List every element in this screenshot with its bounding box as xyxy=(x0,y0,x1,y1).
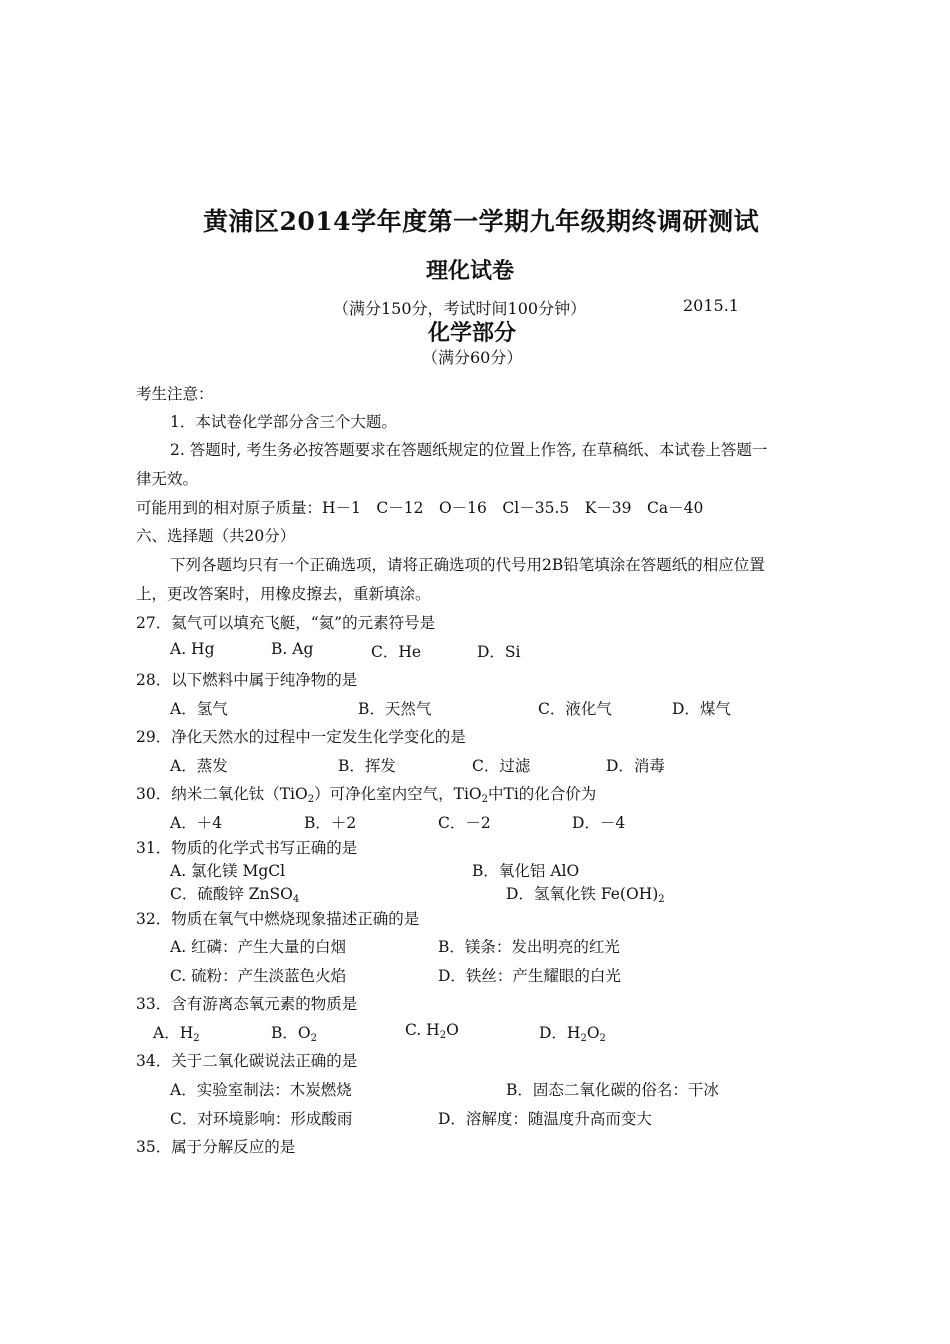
exam-date: 2015.1 xyxy=(683,296,739,315)
q32-stem: 32．物质在氧气中燃烧现象描述正确的是 xyxy=(136,910,420,928)
q32-option-b: B．镁条：发出明亮的红光 xyxy=(438,938,620,956)
q29-option-c: C．过滤 xyxy=(472,757,531,775)
part6-heading: 六、选择题（共20分） xyxy=(136,527,296,545)
notice-item-1: 1．本试卷化学部分含三个大题。 xyxy=(170,413,397,431)
q31-stem: 31．物质的化学式书写正确的是 xyxy=(136,839,358,857)
q28-option-a: A．氢气 xyxy=(170,700,228,718)
part6-instructions-line1: 下列各题均只有一个正确选项，请将正确选项的代号用2B铅笔填涂在答题纸的相应位置 xyxy=(170,556,765,574)
q29-option-d: D．消毒 xyxy=(606,757,665,775)
page-title: 黄浦区2014学年度第一学期九年级期终调研测试 xyxy=(203,207,760,236)
q31-option-a: A. 氯化镁 MgCl xyxy=(170,862,286,880)
q28-stem: 28．以下燃料中属于纯净物的是 xyxy=(136,671,358,689)
q34-option-a: A．实验室制法：木炭燃烧 xyxy=(170,1081,352,1099)
q32-option-d: D．铁丝：产生耀眼的白光 xyxy=(438,967,621,985)
q28-option-b: B．天然气 xyxy=(358,700,432,718)
q29-option-b: B．挥发 xyxy=(338,757,396,775)
q28-option-d: D．煤气 xyxy=(672,700,731,718)
atomic-mass-line: 可能用到的相对原子质量：H－1 C－12 O－16 Cl－35.5 K－39 Ca－40 xyxy=(136,499,704,517)
q30-option-a: A．＋4 xyxy=(170,814,223,832)
q28-option-c: C．液化气 xyxy=(538,700,612,718)
full-score-info: （满分150分，考试时间100分钟） xyxy=(333,299,587,318)
q30-stem: 30．纳米二氧化钛（TiO$_2$）可净化室内空气，TiO$_2$中Ti的化合价为 xyxy=(136,785,597,805)
q30-option-c: C．－2 xyxy=(438,814,491,832)
section-title: 化学部分 xyxy=(428,320,517,346)
q34-option-b: B．固态二氧化碳的俗名：干冰 xyxy=(506,1081,719,1099)
q27-option-b: B. Ag xyxy=(271,640,314,658)
q34-option-d: D．溶解度：随温度升高而变大 xyxy=(438,1110,652,1128)
notice-item-2-line1: 2. 答题时, 考生务必按答题要求在答题纸规定的位置上作答, 在草稿纸、本试卷上答题一 xyxy=(170,441,768,459)
page-subtitle: 理化试卷 xyxy=(426,258,515,284)
q27-option-c: C．He xyxy=(371,643,422,661)
q32-option-a: A. 红磷：产生大量的白烟 xyxy=(170,938,347,956)
q31-option-b: B．氧化铝 AlO xyxy=(472,862,580,880)
q33-option-c: C. $H_2O$ xyxy=(405,1021,459,1041)
q33-option-b: B．$O_2$ xyxy=(271,1024,317,1044)
section-score: （满分60分） xyxy=(422,348,523,367)
q33-stem: 33．含有游离态氧元素的物质是 xyxy=(136,995,358,1013)
q29-stem: 29．净化天然水的过程中一定发生化学变化的是 xyxy=(136,728,466,746)
part6-instructions-line2: 上，更改答案时，用橡皮擦去，重新填涂。 xyxy=(136,585,431,603)
q27-option-d: D．Si xyxy=(477,643,521,661)
q32-option-c: C. 硫粉：产生淡蓝色火焰 xyxy=(170,967,347,985)
notice-heading: 考生注意： xyxy=(136,385,214,403)
q31-option-d: D．氢氧化铁 $Fe(OH)_2$ xyxy=(506,885,665,905)
q33-option-a: A．$H_2$ xyxy=(153,1024,200,1044)
q31-option-c: C．硫酸锌 ZnSO$_4$ xyxy=(170,885,300,905)
q29-option-a: A．蒸发 xyxy=(170,757,228,775)
q34-stem: 34．关于二氧化碳说法正确的是 xyxy=(136,1052,358,1070)
q27-stem: 27．氦气可以填充飞艇，“氦”的元素符号是 xyxy=(136,614,436,632)
q27-option-a: A. Hg xyxy=(170,640,215,658)
q33-option-d: D．$H_2O_2$ xyxy=(539,1024,606,1044)
q35-stem: 35．属于分解反应的是 xyxy=(136,1138,296,1156)
notice-item-2-line2: 律无效。 xyxy=(136,470,199,488)
q34-option-c: C．对环境影响：形成酸雨 xyxy=(170,1110,353,1128)
q30-option-b: B．＋2 xyxy=(304,814,357,832)
q30-option-d: D．－4 xyxy=(572,814,626,832)
